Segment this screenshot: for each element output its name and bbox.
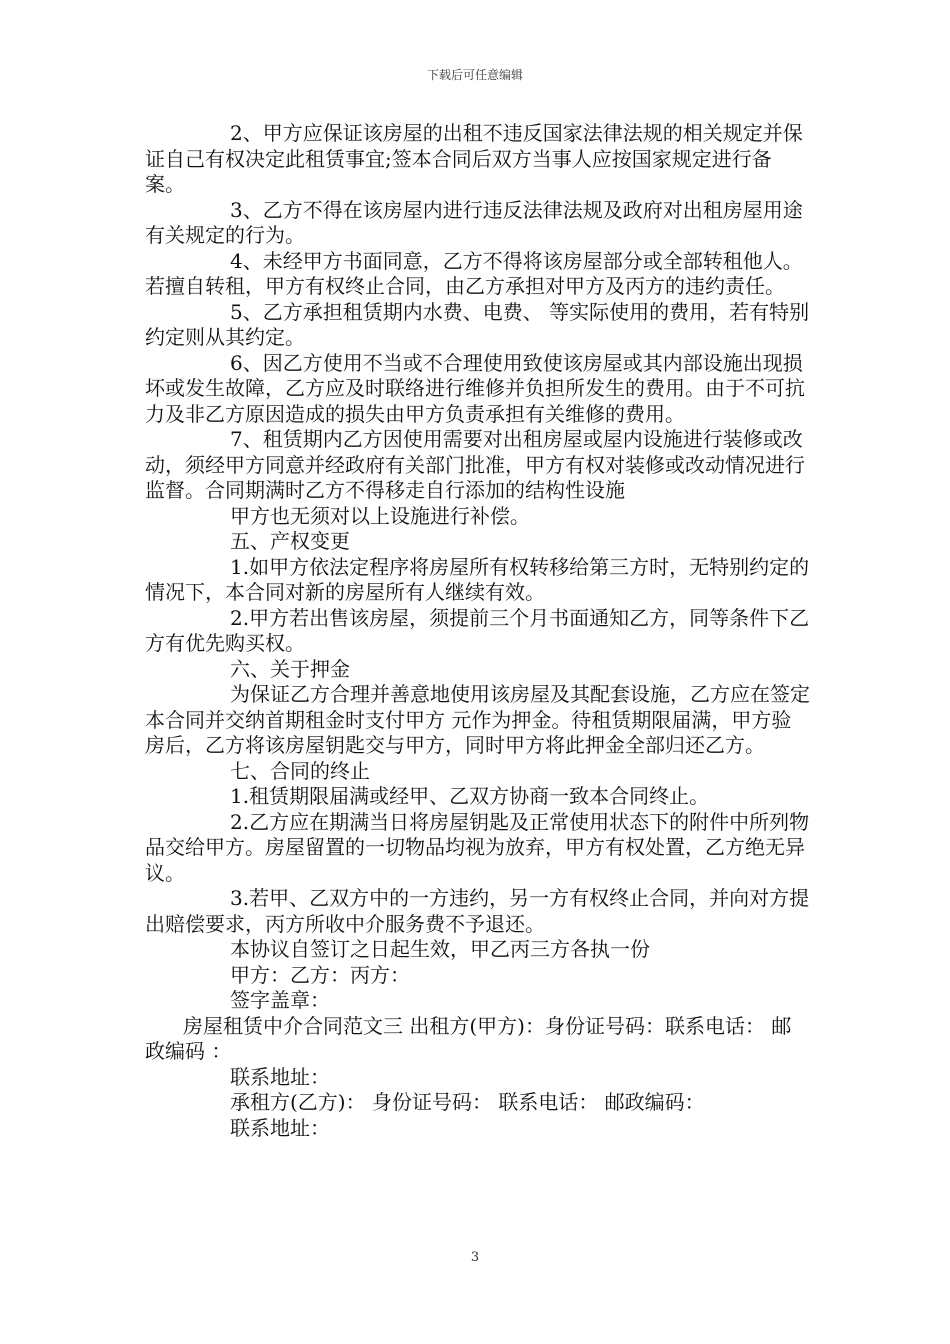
- clause-7-continuation: 甲方也无须对以上设施进行补偿。: [230, 503, 530, 528]
- page-header: 下载后可任意编辑: [426, 68, 523, 82]
- property-clause-1: 1.如甲方依法定程序将房屋所有权转移给第三方时，无特别约定的情况下，本合同对新的房屋所有人继续有效。: [145, 554, 810, 604]
- clause-2: 2、甲方应保证该房屋的出租不违反国家法律法规的相关规定并保证自己有权决定此租赁事宜;签本合同后双方当事人应按国家规定进行备案。: [145, 121, 803, 196]
- section-heading-property: 五、产权变更: [230, 529, 350, 553]
- effective-clause: 本协议自签订之日起生效，甲乙丙三方各执一份: [230, 937, 650, 961]
- section-heading-termination: 七、合同的终止: [230, 758, 370, 783]
- signature-line: 签字盖章：: [230, 988, 330, 1012]
- lessee-address: 联系地址：: [230, 1115, 330, 1140]
- clause-4: 4、未经甲方书面同意，乙方不得将该房屋部分或全部转租他人。若擅自转租，甲方有权终止合同，由乙方承担对甲方及丙方的违约责任。: [145, 248, 803, 298]
- parties-line: 甲方：乙方：丙方：: [230, 962, 410, 987]
- clause-6: 6、因乙方使用不当或不合理使用致使该房屋或其内部设施出现损坏或发生故障，乙方应及时联络进行维修并负担所发生的费用。由于不可抗力及非乙方原因造成的损失由甲方负责承担有关维修的费用。: [145, 350, 805, 426]
- termination-clause-2: 2.乙方应在期满当日将房屋钥匙及正常使用状态下的附件中所列物品交给甲方。房屋留置的一切物品均视为放弃，甲方有权处置，乙方绝无异议。: [145, 809, 810, 885]
- section-heading-deposit: 六、关于押金: [230, 656, 350, 681]
- termination-clause-3: 3.若甲、乙双方中的一方违约，另一方有权终止合同，并向对方提出赔偿要求，丙方所收中介服务费不予退还。: [145, 886, 810, 936]
- document-body: [145, 121, 810, 1141]
- deposit-clause: 为保证乙方合理并善意地使用该房屋及其配套设施，乙方应在签定本合同并交纳首期租金时支付甲方 元作为押金。待租赁期限届满，甲方验房后，乙方将该房屋钥匙交与甲方，同时甲方将此押金全部归还乙方。: [145, 682, 810, 757]
- property-clause-2: 2.甲方若出售该房屋，须提前三个月书面通知乙方，同等条件下乙方有优先购买权。: [145, 605, 810, 655]
- clause-5: 5、乙方承担租赁期内水费、电费、 等实际使用的费用，若有特别约定则从其约定。: [145, 299, 810, 349]
- clause-3: 3、乙方不得在该房屋内进行违反法律法规及政府对出租房屋用途有关规定的行为。: [145, 197, 803, 247]
- lessee-info: 承租方(乙方)： 身份证号码： 联系电话： 邮政编码：: [230, 1090, 705, 1114]
- clause-7: 7、租赁期内乙方因使用需要对出租房屋或屋内设施进行装修或改动，须经甲方同意并经政府有关部门批准，甲方有权对装修或改动情况进行监督。合同期满时乙方不得移走自行添加的结构性设施: [145, 427, 805, 502]
- termination-clause-1: 1.租赁期限届满或经甲、乙双方协商一致本合同终止。: [230, 784, 710, 808]
- page-number: 3: [470, 1250, 480, 1265]
- template-three-title: 房屋租赁中介合同范文三 出租方(甲方)：身份证号码：联系电话： 邮政编码 ：: [145, 1013, 792, 1063]
- lessor-address: 联系地址：: [230, 1064, 330, 1089]
